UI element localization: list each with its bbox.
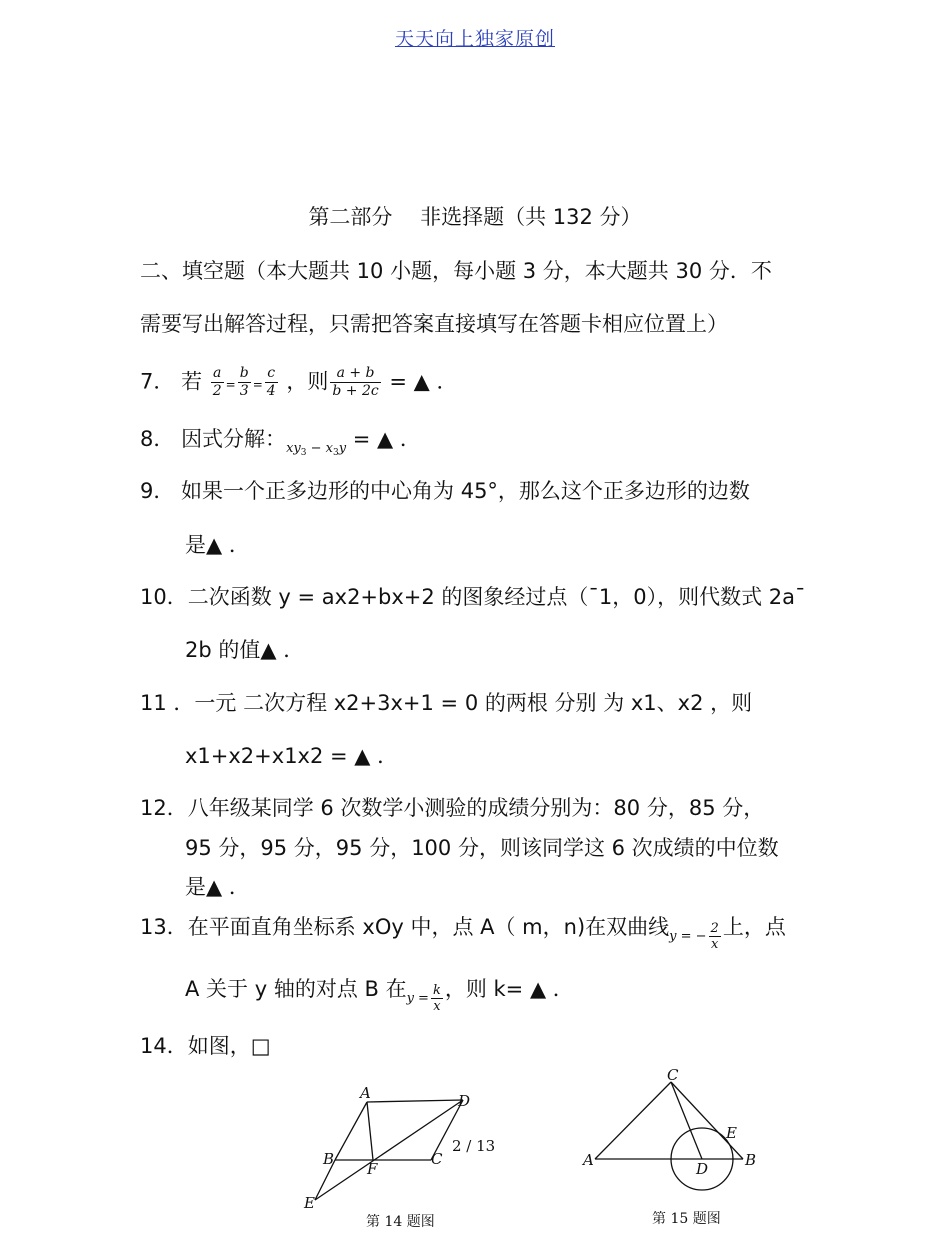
q7-mid: ，则 bbox=[286, 369, 329, 394]
segment-AB bbox=[335, 1102, 367, 1160]
equals-sign: = bbox=[252, 377, 263, 392]
question-8 bbox=[140, 425, 421, 467]
fraction-denominator: b + 2c bbox=[332, 383, 379, 399]
q8-term: x bbox=[325, 441, 333, 456]
question-11-line-1: 11 ．一元 二次方程 x2+3x+1 = 0 的两根 分别 为 x1、x2 ，则 bbox=[140, 691, 753, 715]
figure-14-caption: 第 14 题图 bbox=[366, 1214, 435, 1230]
fraction-denominator: 3 bbox=[239, 383, 249, 399]
segment-AF bbox=[367, 1102, 373, 1160]
q8-term: y bbox=[338, 441, 347, 456]
question-9-line-1: 9． 如果一个正多边形的中心角为 45°，那么这个正多边形的边数 bbox=[140, 479, 750, 503]
q8-expression bbox=[286, 441, 346, 456]
question-11-line-2: x1+x2+x1x2 = ▲ ． bbox=[185, 744, 399, 768]
fraction-denominator: 4 bbox=[266, 383, 276, 399]
label-D: D bbox=[458, 1092, 471, 1110]
fraction-numerator: a bbox=[211, 365, 224, 383]
q13-equation-2 bbox=[406, 983, 445, 1014]
question-10-line-1: 10．二次函数 y = ax2+bx+2 的图象经过点（¯1，0），则代数式 2a¯ bbox=[140, 585, 806, 609]
label-E: E bbox=[726, 1124, 737, 1142]
label-B: B bbox=[745, 1151, 757, 1169]
segment-CD bbox=[671, 1082, 702, 1159]
q8-minus: − bbox=[306, 441, 326, 456]
equation-lhs: y = − bbox=[669, 929, 707, 944]
label-E: E bbox=[304, 1194, 315, 1212]
question-9-line-2: 是▲ ． bbox=[185, 533, 250, 557]
question-12-line-1: 12．八年级某同学 6 次数学小测验的成绩分别为：80 分，85 分， bbox=[140, 796, 765, 820]
q13-text: 13．在平面直角坐标系 xOy 中，点 A（ m，n)在双曲线 bbox=[140, 915, 670, 939]
label-C: C bbox=[431, 1150, 443, 1168]
q13-text-suffix: 上，点 bbox=[722, 915, 786, 939]
question-7 bbox=[140, 365, 458, 400]
equation-fraction bbox=[709, 921, 721, 952]
q7-fraction-b bbox=[238, 365, 251, 400]
equation-fraction bbox=[431, 983, 443, 1014]
q7-fraction-result bbox=[330, 365, 380, 400]
fraction-numerator: c bbox=[265, 365, 278, 383]
question-14: 14．如图，□ bbox=[140, 1034, 271, 1058]
q8-suffix: = ▲ ． bbox=[346, 427, 421, 451]
question-10-line-2: 2b 的值▲ ． bbox=[185, 638, 305, 662]
fraction-numerator: a + b bbox=[330, 365, 380, 383]
fraction-denominator: x bbox=[711, 937, 719, 952]
label-A: A bbox=[360, 1084, 371, 1102]
question-12-line-3: 是▲ ． bbox=[185, 875, 250, 899]
question-number: 8． bbox=[140, 427, 175, 451]
q8-prefix: 因式分解： bbox=[181, 427, 287, 451]
fraction-denominator: x bbox=[433, 999, 441, 1014]
segment-AD bbox=[367, 1100, 463, 1102]
q7-suffix: = ▲ ． bbox=[382, 369, 458, 394]
question-number: 7． bbox=[140, 369, 175, 394]
label-D: D bbox=[696, 1160, 709, 1178]
instructions-line-1: 二、填空题（本大题共 10 小题，每小题 3 分，本大题共 30 分．不 bbox=[140, 259, 772, 283]
page-number: 2 / 13 bbox=[452, 1137, 496, 1155]
label-F: F bbox=[367, 1160, 378, 1178]
q13-text: A 关于 y 轴的对点 B 在 bbox=[185, 977, 407, 1001]
q7-prefix: 若 bbox=[181, 369, 203, 394]
fraction-numerator: 2 bbox=[710, 921, 719, 936]
header-link[interactable]: 天天向上独家原创 bbox=[394, 28, 555, 50]
question-12-line-2: 95 分，95 分，95 分，100 分，则该同学这 6 次成绩的中位数 bbox=[185, 836, 779, 860]
q13-text-suffix: ，则 k= ▲ ． bbox=[444, 977, 574, 1001]
q13-equation-1 bbox=[669, 921, 723, 952]
label-A: A bbox=[583, 1151, 594, 1169]
q7-fraction-a bbox=[211, 365, 224, 400]
segment-CA bbox=[595, 1082, 671, 1159]
figure-15-caption: 第 15 题图 bbox=[652, 1211, 721, 1227]
equation-lhs: y = bbox=[406, 991, 429, 1006]
q8-subscript: 3 bbox=[300, 448, 307, 458]
segment-CB bbox=[671, 1082, 743, 1159]
fraction-numerator: b bbox=[239, 365, 249, 381]
label-C: C bbox=[667, 1066, 679, 1084]
question-13-line-1 bbox=[140, 913, 786, 952]
q7-fraction-c bbox=[265, 365, 278, 400]
figure-15 bbox=[578, 1066, 768, 1201]
q8-subscript: 3 bbox=[333, 448, 339, 458]
question-13-line-2 bbox=[185, 975, 574, 1014]
section-title: 第二部分 非选择题（共 132 分） bbox=[308, 205, 642, 229]
label-B: B bbox=[323, 1150, 335, 1168]
equals-sign: = bbox=[225, 377, 236, 392]
q8-term: xy bbox=[286, 441, 301, 456]
fraction-denominator: 2 bbox=[212, 383, 222, 399]
instructions-line-2: 需要写出解答过程，只需把答案直接填写在答题卡相应位置上） bbox=[140, 312, 728, 336]
fraction-numerator: k bbox=[432, 983, 441, 998]
